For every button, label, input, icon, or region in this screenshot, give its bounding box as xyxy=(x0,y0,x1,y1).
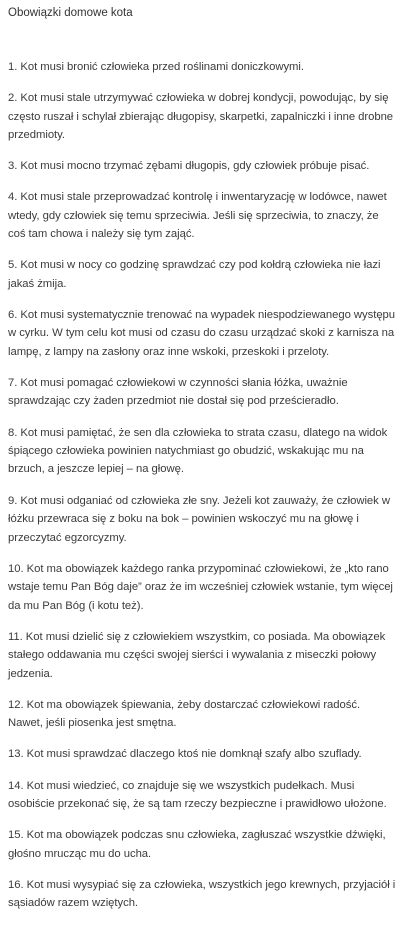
rule-item-16: 16. Kot musi wysypiać się za człowieka, wszystkich jego krewnych, przyjaciół i sąsiadów razem wziętych. xyxy=(8,878,396,910)
rule-item-14: 14. Kot musi wiedzieć, co znajduje się we wszystkich pudełkach. Musi osobiście przekonać się, że są tam rzeczy bezpieczne i prawidłowo ułożone. xyxy=(8,779,387,810)
rule-item-13: 13. Kot musi sprawdzać dlaczego ktoś nie domknął szafy albo szuflady. xyxy=(8,748,362,761)
rule-item-1: 1. Kot musi bronić człowieka przed roślinami doniczkowymi. xyxy=(8,61,304,73)
rule-item-5: 5. Kot musi w nocy co godzinę sprawdzać czy pod kołdrą człowieka nie łazi jakaś żmija. xyxy=(8,259,381,290)
rule-list xyxy=(8,58,396,925)
rule-item-6: 6. Kot musi systematycznie trenować na wypadek niespodziewanego występu w cyrku. W tym celu kot musi od czasu do czasu urządzać skoki z karnisza na lampę, z lampy na zasłony oraz inne wskoki, przeskoki i przeloty. xyxy=(8,309,396,358)
rule-item-3: 3. Kot musi mocno trzymać zębami długopis, gdy człowiek próbuje pisać. xyxy=(8,160,370,173)
rule-item-15: 15. Kot ma obowiązek podczas snu człowieka, zagłuszać wszystkie dźwięki, głośno mrucząc mu do ucha. xyxy=(8,829,386,860)
rule-item-10: 10. Kot ma obowiązek każdego ranka przypominać człowiekowi, że „kto rano wstaje temu Pan Bóg daje” oraz że im wcześniej człowiek wstanie, tym więcej da mu Pan Bóg (i kotu też). xyxy=(8,562,393,612)
rule-item-7: 7. Kot musi pomagać człowiekowi w czynności słania łóżka, uważnie sprawdzając czy żaden przedmiot nie dostał się pod prześcieradło. xyxy=(8,377,348,408)
rule-item-4: 4. Kot musi stale przeprowadzać kontrolę i inwentaryzację w lodówce, nawet wtedy, gdy człowiek się temu sprzeciwia. Jeśli się sprzeciwia, to znaczy, że coś tam chowa i należy się tym zająć. xyxy=(8,191,387,241)
rule-item-9: 9. Kot musi odganiać od człowieka złe sny. Jeżeli kot zauważy, że człowiek w łóżku przewraca się z boku na bok – powinien wskoczyć mu na głowę i przeczytać egzorcyzmy. xyxy=(8,494,390,544)
rule-item-11: 11. Kot musi dzielić się z człowiekiem wszystkim, co posiada. Ma obowiązek stałego oddawania mu części swojej sierści i wywalania z miseczki połowy jedzenia. xyxy=(8,630,386,680)
rule-item-2: 2. Kot musi stale utrzymywać człowieka w dobrej kondycji, powodując, by się często ruszał i schylał zbierając długopisy, skarpetki, zapalniczki i inne drobne przedmioty. xyxy=(8,92,394,142)
document-title: Obowiązki domowe kota xyxy=(8,7,133,19)
rule-item-12: 12. Kot ma obowiązek śpiewania, żeby dostarczać człowiekowi radość. Nawet, jeśli piosenka jest smętna. xyxy=(8,698,361,730)
rule-item-8: 8. Kot musi pamiętać, że sen dla człowieka to strata czasu, dlatego na widok śpiącego człowieka powinien natychmiast go obudzić, wskakując mu na brzuch, a jeszcze lepiej – na głowę. xyxy=(8,426,388,476)
